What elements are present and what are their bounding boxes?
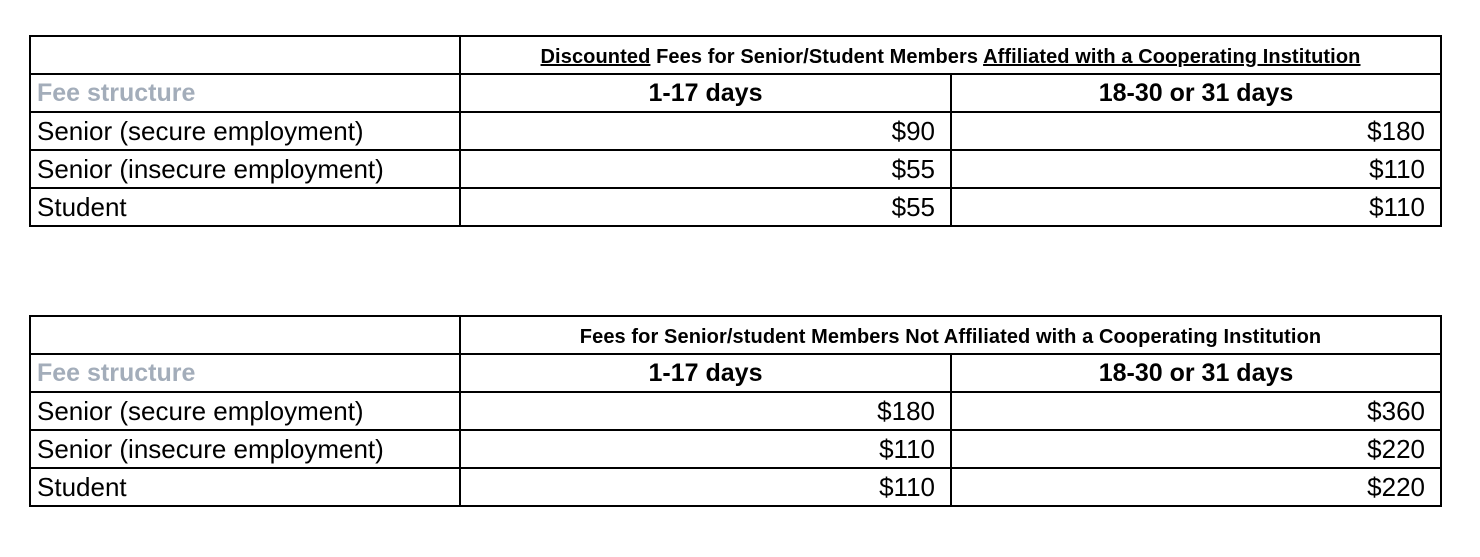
row-label: Senior (secure employment) xyxy=(30,112,460,150)
short-stay-fee: $55 xyxy=(460,188,951,226)
table-row xyxy=(30,188,1441,226)
long-stay-fee: $110 xyxy=(951,188,1441,226)
long-stay-fee: $360 xyxy=(951,392,1441,430)
empty-corner-cell xyxy=(30,316,460,354)
table-title-row xyxy=(30,36,1441,74)
row-label: Senior (insecure employment) xyxy=(30,430,460,468)
long-stay-header: 18-30 or 31 days xyxy=(951,354,1441,392)
long-stay-fee: $180 xyxy=(951,112,1441,150)
row-label: Senior (insecure employment) xyxy=(30,150,460,188)
title-middle: Fees for Senior/Student Members xyxy=(650,46,984,68)
fee-structure-header: Fee structure xyxy=(30,74,460,112)
table-row xyxy=(30,430,1441,468)
short-stay-fee: $90 xyxy=(460,112,951,150)
short-stay-fee: $110 xyxy=(460,430,951,468)
non-affiliated-fees-table xyxy=(29,315,1442,507)
short-stay-fee: $110 xyxy=(460,468,951,506)
long-stay-fee: $220 xyxy=(951,430,1441,468)
table-row xyxy=(30,112,1441,150)
long-stay-fee: $110 xyxy=(951,150,1441,188)
short-stay-fee: $180 xyxy=(460,392,951,430)
table-row xyxy=(30,392,1441,430)
long-stay-fee: $220 xyxy=(951,468,1441,506)
affiliated-fees-table xyxy=(29,35,1442,227)
fee-structure-header: Fee structure xyxy=(30,354,460,392)
title-discounted: Discounted xyxy=(540,46,651,68)
table-title xyxy=(460,36,1441,74)
short-stay-fee: $55 xyxy=(460,150,951,188)
table-title: Fees for Senior/student Members Not Affiliated with a Cooperating Institution xyxy=(460,316,1441,354)
short-stay-header: 1-17 days xyxy=(460,354,951,392)
table-row xyxy=(30,468,1441,506)
row-label: Student xyxy=(30,188,460,226)
table-header-row xyxy=(30,74,1441,112)
row-label: Student xyxy=(30,468,460,506)
long-stay-header: 18-30 or 31 days xyxy=(951,74,1441,112)
title-affiliated: Affiliated with a Cooperating Institution xyxy=(983,46,1361,68)
row-label: Senior (secure employment) xyxy=(30,392,460,430)
short-stay-header: 1-17 days xyxy=(460,74,951,112)
empty-corner-cell xyxy=(30,36,460,74)
table-header-row xyxy=(30,354,1441,392)
table-row xyxy=(30,150,1441,188)
table-title-row xyxy=(30,316,1441,354)
